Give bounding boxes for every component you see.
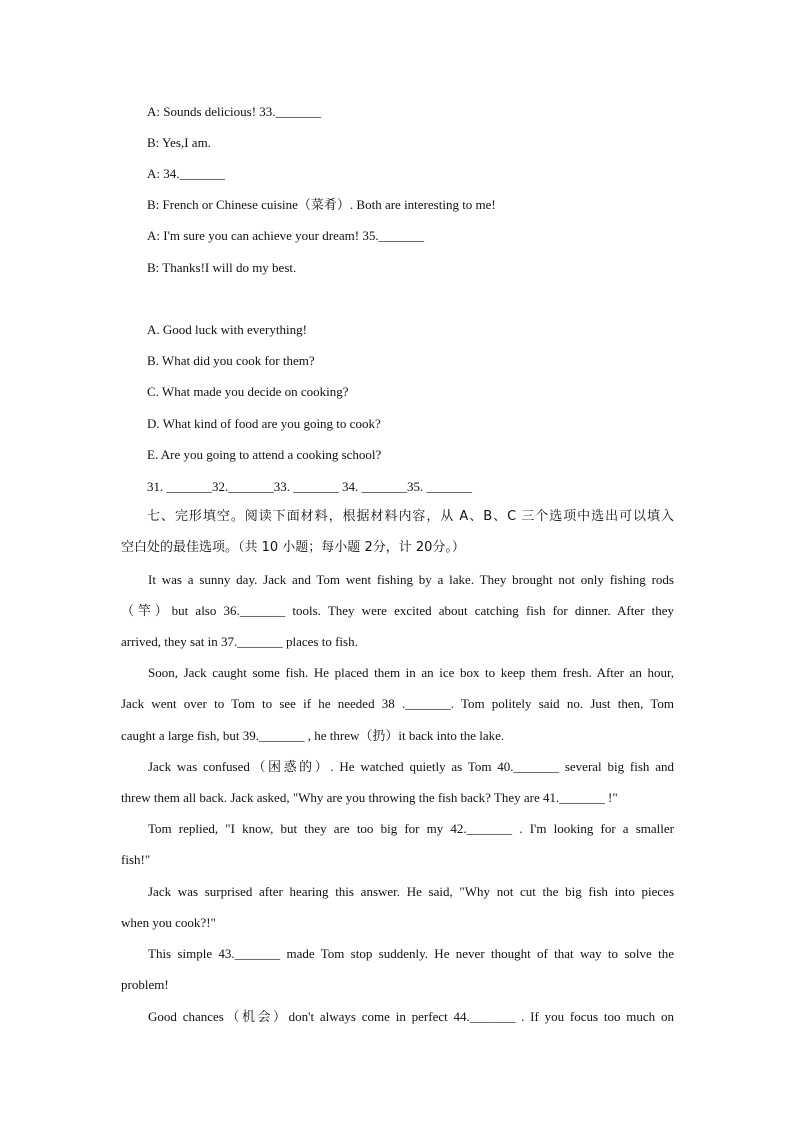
passage-line: Tom replied, "I know, but they are too big for my 42._______ . I'm looking for a smaller bbox=[148, 821, 674, 836]
dialogue-line: B: Thanks!I will do my best. bbox=[147, 260, 297, 275]
dialogue-line: B: Yes,I am. bbox=[147, 135, 211, 150]
passage-line: It was a sunny day. Jack and Tom went fishing by a lake. They brought not only fishing rods bbox=[148, 572, 674, 587]
passage-line: arrived, they sat in 37._______ places to fish. bbox=[121, 634, 358, 649]
option-b: B. What did you cook for them? bbox=[147, 353, 315, 368]
answer-blanks-line: 31. _______32._______33. _______ 34. _______35. _______ bbox=[147, 479, 472, 494]
passage-line: Soon, Jack caught some fish. He placed them in an ice box to keep them fresh. After an hour, bbox=[148, 665, 674, 680]
passage-line: This simple 43._______ made Tom stop suddenly. He never thought of that way to solve the bbox=[148, 946, 674, 961]
dialogue-line: A: 34._______ bbox=[147, 166, 225, 181]
option-c: C. What made you decide on cooking? bbox=[147, 384, 349, 399]
passage-line: problem! bbox=[121, 977, 169, 992]
passage-line: （竿）but also 36._______ tools. They were excited about catching fish for dinner. After they bbox=[121, 603, 674, 618]
option-a: A. Good luck with everything! bbox=[147, 322, 307, 337]
dialogue-line: A: Sounds delicious! 33._______ bbox=[147, 104, 322, 119]
passage-line: Jack was surprised after hearing this answer. He said, "Why not cut the big fish into pieces bbox=[148, 884, 674, 899]
passage-line: Jack went over to Tom to see if he needed 38 ._______. Tom politely said no. Just then, Tom bbox=[121, 696, 674, 711]
passage-line: threw them all back. Jack asked, "Why are you throwing the fish back? They are 41._______ !" bbox=[121, 790, 618, 805]
passage-line: Jack was confused（困惑的）. He watched quietly as Tom 40._______ several big fish and bbox=[148, 759, 674, 774]
passage-line: when you cook?!" bbox=[121, 915, 216, 930]
section-heading-line2: 空白处的最佳选项。（共 10 小题；每小题 2分，计 20分。） bbox=[121, 540, 465, 555]
section-heading-line1: 七、完形填空。阅读下面材料，根据材料内容，从 A、B、C 三个选项中选出可以填入 bbox=[147, 509, 674, 524]
option-e: E. Are you going to attend a cooking school? bbox=[147, 447, 382, 462]
passage-line: fish!" bbox=[121, 852, 151, 867]
passage-line: caught a large fish, but 39._______ , he threw（扔）it back into the lake. bbox=[121, 728, 505, 743]
dialogue-line: A: I'm sure you can achieve your dream! 35._______ bbox=[147, 228, 425, 243]
dialogue-line: B: French or Chinese cuisine（菜肴）. Both are interesting to me! bbox=[147, 197, 496, 212]
passage-line: Good chances（机会）don't always come in perfect 44._______ . If you focus too much on bbox=[148, 1009, 674, 1024]
option-d: D. What kind of food are you going to cook? bbox=[147, 416, 381, 431]
